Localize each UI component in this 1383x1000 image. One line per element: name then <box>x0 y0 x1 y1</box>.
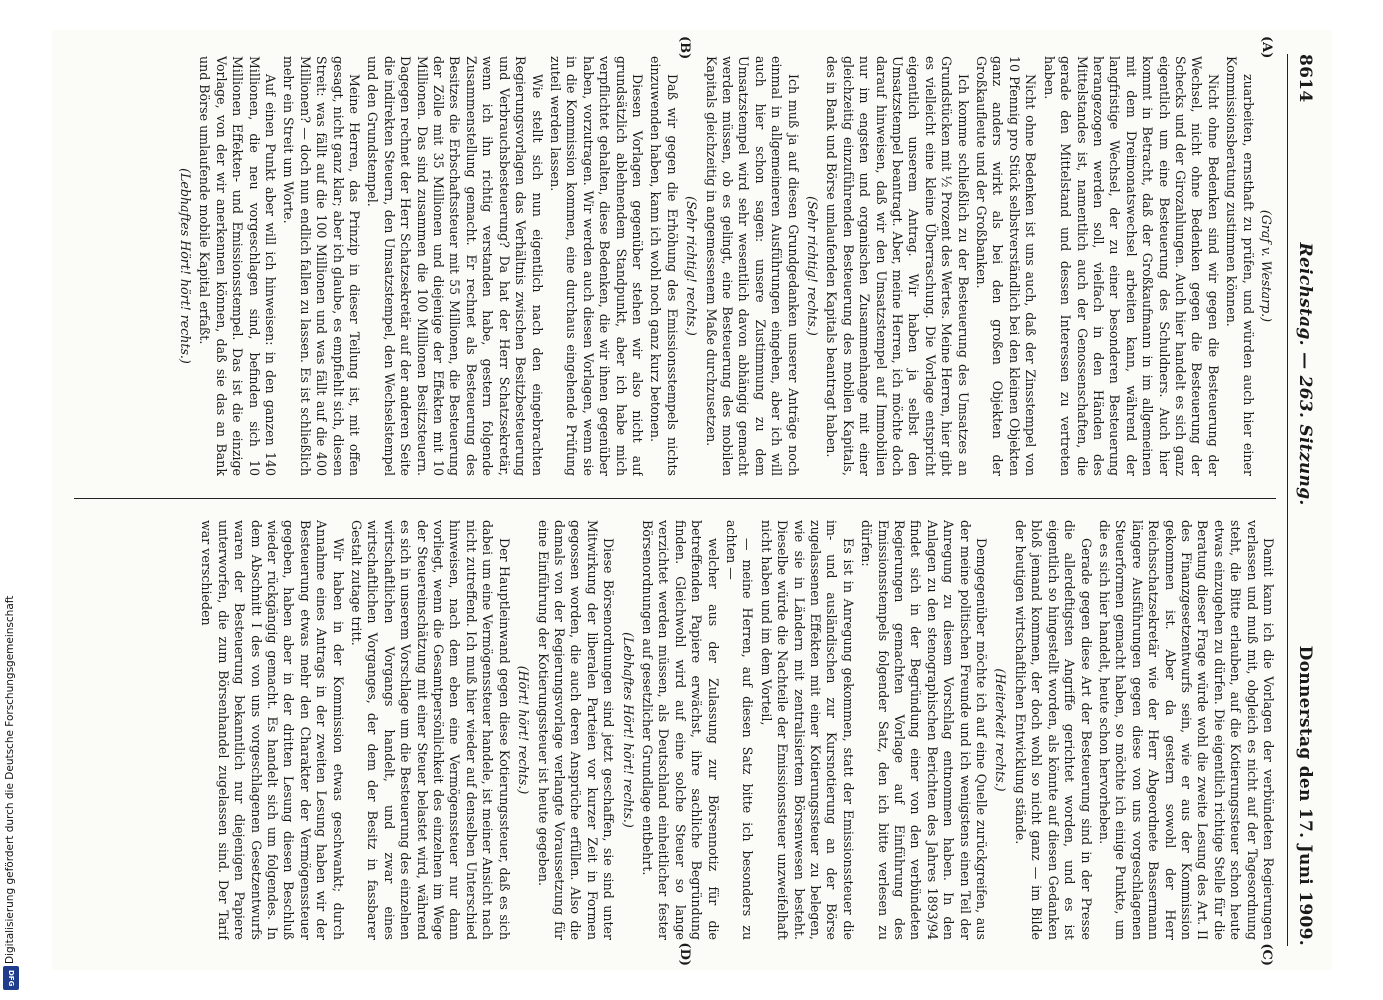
quotation: Es ist in Anregung gekommen, statt der Emissionssteuer die im- und ausländischen zur Kursnotierung an der Börse zugelassenen Effekten mit einer Kotierungssteuer zu belegen, wie sie in Ländern mit zentralisiertem Börsenwesen besteht. Dieselbe würde die Nachteile der Emissionssteuer unzweifelhaft nicht haben und im dem Vorteil, <box>758 520 856 940</box>
column-divider <box>74 498 1276 499</box>
speaker-name: (Graf v. Westarp.) <box>1258 209 1274 323</box>
paragraph: Daß wir gegen die Erhöhung des Emissionsstempels nichts einzuwenden haben, kann ich wohl noch ganz kurz betonen. <box>647 56 680 476</box>
paragraph: Nicht ohne Bedenken sind wir gegen die Besteuerung der Wechsel, nicht ohne Bedenken gegen die Besteuerung der Schecks und der Girozahlungen. Auch hier handelt es sich ganz eigentlich um eine Besteuerung des Schuldners. Auch hier kommt in Betracht, daß der Großkaufmann in im allgemeinen mit dem Dreimonatswechsel arbeiten kann, während der langfristige Wechsel, der zu einer besonderen Besteuerung herangezogen werden soll, vielfach in den Händen des Mittelstandes ist, namentlich auch der Genossenschaften, die gerade den Mittelstand und dessen Interessen zu vertreten haben. <box>1041 56 1221 476</box>
interjection: (Hört! hört! rechts.) <box>515 665 531 795</box>
marker-a: (A) <box>1258 36 1274 59</box>
page-number: 8614 <box>1294 54 1315 103</box>
interjection: (Sehr richtig! rechts.) <box>683 196 699 336</box>
scanned-page <box>52 30 1332 970</box>
paragraph: Gerade gegen diese Art der Besteuerung sind in der Presse die allerdeftigsten Angriffe gerichtet worden, und es ist eigentlich so hingestellt worden, als könnte auf diesen Gedanken bloß jemand kommen, der doch wohl so nicht ganz — im Bilde der heutigen wirtschaftlichen Entwicklung stände. <box>1012 520 1094 940</box>
marker-c: (C) <box>1258 943 1274 966</box>
interjection: (Heiterkeit rechts.) <box>993 668 1008 792</box>
right-column <box>74 520 1276 940</box>
digitization-note: Digitalisierung gefördert durch die Deutsche Forschungsgemeinschaft <box>4 595 16 964</box>
paragraph: Ich muß ja auf diesen Grundgedanken unserer Anträge noch einmal in allgemeineren Ausführungen eingehen, aber ich will auch hier schon sagen: unsere Zustimmung zu dem Umsatzstempel wird sehr wesentlich davon abhängig gemacht werden müssen, ob es gelingt, eine Besteuerung des mobilen Kapitals gleichzeitig in angemessenem Maße durchzusetzen. <box>703 56 801 476</box>
paragraph: Ich komme schließlich zu der Besteuerung des Umsatzes an Grundstücken mit ½ Prozent des Wertes. Meine Herren, hier gibt es vielleicht eine kleine Überraschung. Die Vorlage entspricht eigentlich unserem Antrag. Wir haben ja selbst den Umsatzstempel beantragt. Aber, meine Herren, ich möchte doch darauf hinweisen, daß wir den Umsatzstempel auf Immobilien nur im engsten und organischen Zusammenhange mit einer gleichzeitig einzuführenden Besteuerung des mobilen Kapitals, des in Bank und Börse umlaufenden Kapitals beantragt haben. <box>823 56 971 476</box>
interjection: (Lebhaftes Hört! hört! rechts.) <box>177 168 193 364</box>
dfg-logo: DFG <box>3 966 19 990</box>
marker-b: (B) <box>676 36 692 60</box>
paragraph: Meine Herren, das Prinzip in dieser Teilung ist, mit offen gesagt, nicht ganz klar; aber ich glaube, es empfiehlt sich, diesen Streit: was fällt auf die 100 Millionen und was fällt auf die 400 Millionen? — doch nun endlich fallen zu lassen. Es ist schließlich mehr ein Streit um Worte. <box>280 56 362 476</box>
digitization-footer <box>2 40 18 994</box>
paragraph: — meine Herren, auf diesen Satz bitte ich besonders zu achten — <box>723 520 755 940</box>
paragraph: Auf einen Punkt aber will ich hinweisen: in den ganzen 140 Millionen, die neu vorgeschlagen sind, befinden sich 10 Millionen Effekten- und Emissionsstempel. Das ist die einzige Vorlage, von der wir anerkennen können, daß sie das an Bank und Börse umlaufende mobile Kapital erfaßt. <box>196 56 278 476</box>
paragraph: Der Hauptleinwand gegen diese Kotierungssteuer, daß es sich dabei um eine Vermögenssteuer handele, ist meiner Ansicht nach nicht zutreffend. Ich muß hier wieder auf denselben Unterschied hinweisen, nach dem eben eine Vermögenssteuer nur dann vorliegt, wenn die Gesamtpersönlichkeit des einzelnen im Wege der Steuereinschätzung mit einer Steuer belastet wird, während es sich in unserem Vorschlage um die Besteuerung des einzelnen wirtschaftlichen Vorgangs handelt, und zwar eines wirtschaftlichen Vorganges, der dem der Besitz in fassbarer Gestalt zutage tritt. <box>348 520 512 940</box>
paragraph: zuarbeiten, ernsthaft zu prüfen, und würden auch hier einer Kommissionsberatung zustimmen können. <box>1223 56 1256 476</box>
page-header <box>1287 54 1322 946</box>
session-title: Reichstag. — 263. Sitzung. <box>1294 242 1315 506</box>
quotation: welcher aus der Zulassung zur Börsennotiz für die betreffenden Papiere erwächst, ihre sachliche Begründung finden. Gleichwohl wird auf eine solche Steuer so lange verzichtet werden müssen, als Deutschland einheitlicher fester Börsenordnungen auf gesetzlicher Grundlage entbehrt. <box>639 520 721 940</box>
paragraph: Wir haben in der Kommission etwas geschwankt; durch Annahme eines Antrags in der zweiten Lesung haben wir der Besteuerung etwas mehr den Charakter der Vermögenssteuer gegeben, haben aber in der dritten Lesung diesen Beschluß wieder rückgängig gemacht. Es handelt sich um folgendes. In dem Abschnitt I des von uns vorgeschlagenen Gesetzentwurfs waren der Besteuerung bekanntlich nur diejenigen Papiere unterworfen, die zum Börsenhandel zugelassen sind. Der Tarif war verschieden <box>198 520 346 940</box>
interjection: (Sehr richtig! rechts.) <box>804 196 820 336</box>
paragraph: Diese Börsenordnungen sind jetzt geschaffen, sie sind unter Mitwirkung der liberalen Parteien vor kurzer Zeit in Formen gegossen worden, die auch deren Ansprüche erfüllen. Also die damals von der Regierungsvorlage verlangte Voraussetzung für eine Einführung der Kotierungssteuer ist heute gegeben. <box>535 520 616 940</box>
marker-d: (D) <box>676 942 692 966</box>
paragraph: Nicht ohne Bedenken ist uns auch, daß der Zinsstempel von 10 Pfennig pro Stück selbstverständlich bei den kleinen Objekten ganz anders wirkt als bei den großen Objekten der Großkaufleute und der Großbanken. <box>973 56 1038 476</box>
paragraph: Demgegenüber möchte ich auf eine Quelle zurückgreifen, aus der meine politischen Freunde und ich wenigstens einen Teil der Anregung zu diesem Vorschlag entnommen haben. In den Anlagen zu den stenographischen Berichten des Jahres 1893/94 findet sich in der Begründung einer von den verbündeten Regierungen gemachten Vorlage auf Einführung des Emissionsstempels folgender Satz, den ich bitte verlesen zu dürfen: <box>858 520 989 940</box>
paragraph: Wie stellt sich nun eigentlich nach den eingebrachten Regierungsvorlagen das Verhältnis zwischen Besitzbesteuerung und Verbrauchsbesteuerung? Da hat der Herr Schatzsekretär, wenn ich ihn richtig verstanden habe, gestern folgende Zusammenstellung gemacht. Er rechnet als Besteuerung des Besitzes die Erbschaftssteuer mit 55 Millionen, die Besteuerung der Zölle mit 35 Millionen und diejenige der Effekten mit 10 Millionen. Das sind zusammen die 100 Millionen Besitzsteuern. Dagegen rechnet der Herr Schatzsekretär auf der anderen Seite die indirekten Steuern, den Umsatzstempel, den Wechselstempel und den Grundstempel. <box>364 56 545 476</box>
paragraph: Damit kann ich die Vorlagen der verbündeten Regierungen verlassen und muß mit, obgleich es nicht auf der Tagesordnung steht, die Bitte erlauben, auf die Kotierungssteuer schon heute etwas einzugehen zu dürfen. Die eigentlich richtige Stelle für die Beratung dieser Frage würde wohl die zweite Lesung des Art. II des Finanzgesetzentwurfs sein, wie er aus der Kommission gekommen ist. Aber da gestern sowohl der Herr Reichsschatzsekretär wie der Herr Abgeordnete Bassermann längere Ausführungen gegen diese von uns vorgeschlagenen Steuerformen gemacht haben, so möchte ich einige Punkte, um die es sich hier handelt, heute schon hervorheben. <box>1096 520 1276 940</box>
interjection: (Lebhaftes Hört! hört! rechts.) <box>620 632 636 828</box>
paragraph: Diesen Vorlagen gegenüber stehen wir also nicht auf grundsätzlich ablehnendem Standpunkt, aber ich habe mich verpflichtet gehalten, diese Bedenken, die wir ihnen gegenüber haben, vorzutragen. Wir werden auch diesen Vorlagen, wenn sie in die Kommission kommen, eine durchaus eingehende Prüfung zuteil werden lassen. <box>547 56 645 476</box>
left-column <box>74 56 1276 476</box>
session-date: Donnerstag den 17. Juni 1909. <box>1294 645 1315 946</box>
